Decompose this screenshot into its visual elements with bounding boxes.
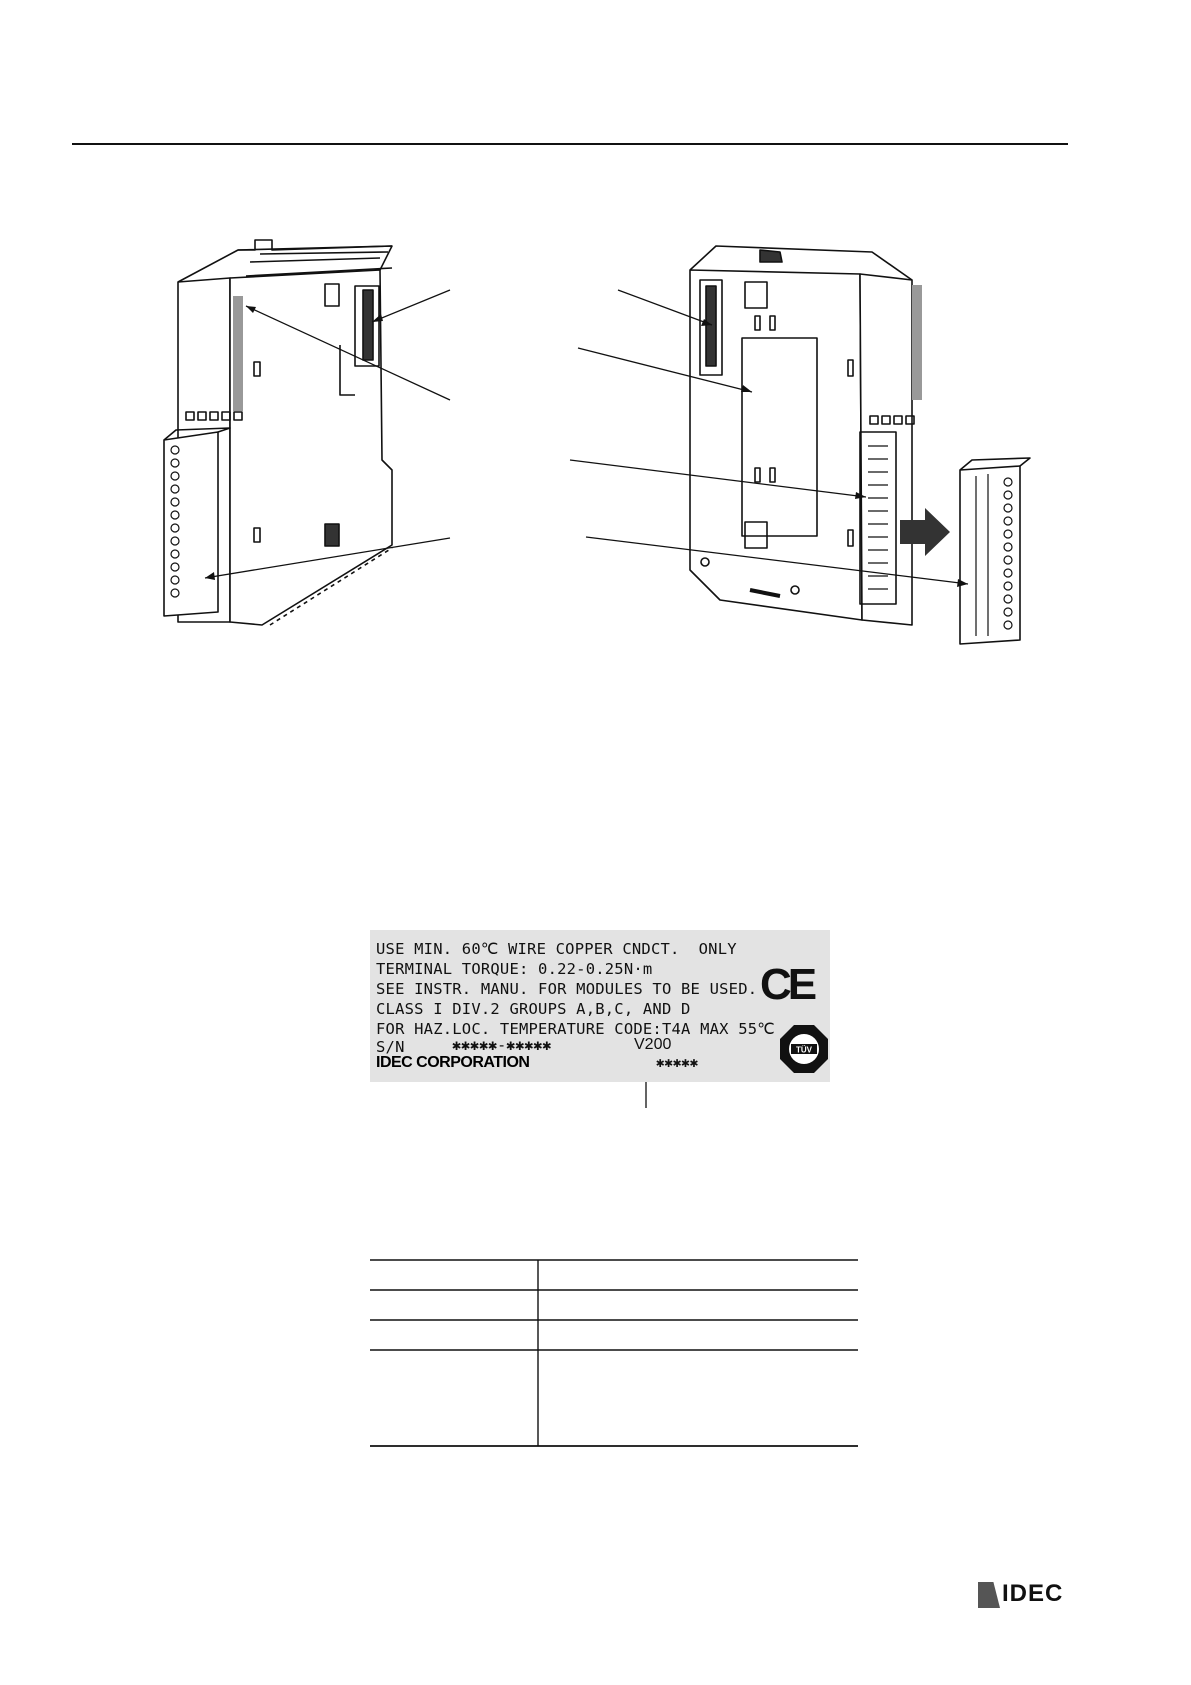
left-module-drawing bbox=[164, 240, 392, 625]
idec-logo-mark-icon bbox=[978, 1582, 1000, 1608]
idec-logo bbox=[978, 1580, 1068, 1610]
version-text: V200 bbox=[634, 1036, 672, 1053]
label-line-2: TERMINAL TORQUE: 0.22-0.25N·m bbox=[376, 960, 653, 978]
tuv-mark-icon bbox=[779, 1024, 829, 1074]
idec-logo-text: IDEC bbox=[1002, 1580, 1064, 1607]
label-line-4: CLASS I DIV.2 GROUPS A,B,C, AND D bbox=[376, 1000, 691, 1018]
serial-number: ✱✱✱✱✱-✱✱✱✱✱ bbox=[452, 1036, 552, 1054]
svg-text:TÜV: TÜV bbox=[796, 1045, 812, 1055]
label-line-sn: S/N bbox=[376, 1038, 405, 1056]
corporation-name: IDEC CORPORATION bbox=[376, 1054, 530, 1071]
label-line-1: USE MIN. 60℃ WIRE COPPER CNDCT. ONLY bbox=[376, 940, 737, 958]
label-line-3: SEE INSTR. MANU. FOR MODULES TO BE USED. bbox=[376, 980, 758, 998]
right-module-drawing bbox=[690, 246, 1030, 644]
ce-mark-icon: CE bbox=[760, 960, 814, 1009]
version-code: ✱✱✱✱✱ bbox=[656, 1055, 699, 1071]
label-line-5: FOR HAZ.LOC. TEMPERATURE CODE:T4A MAX 55℃ bbox=[376, 1020, 775, 1038]
table-rules bbox=[370, 1260, 858, 1446]
